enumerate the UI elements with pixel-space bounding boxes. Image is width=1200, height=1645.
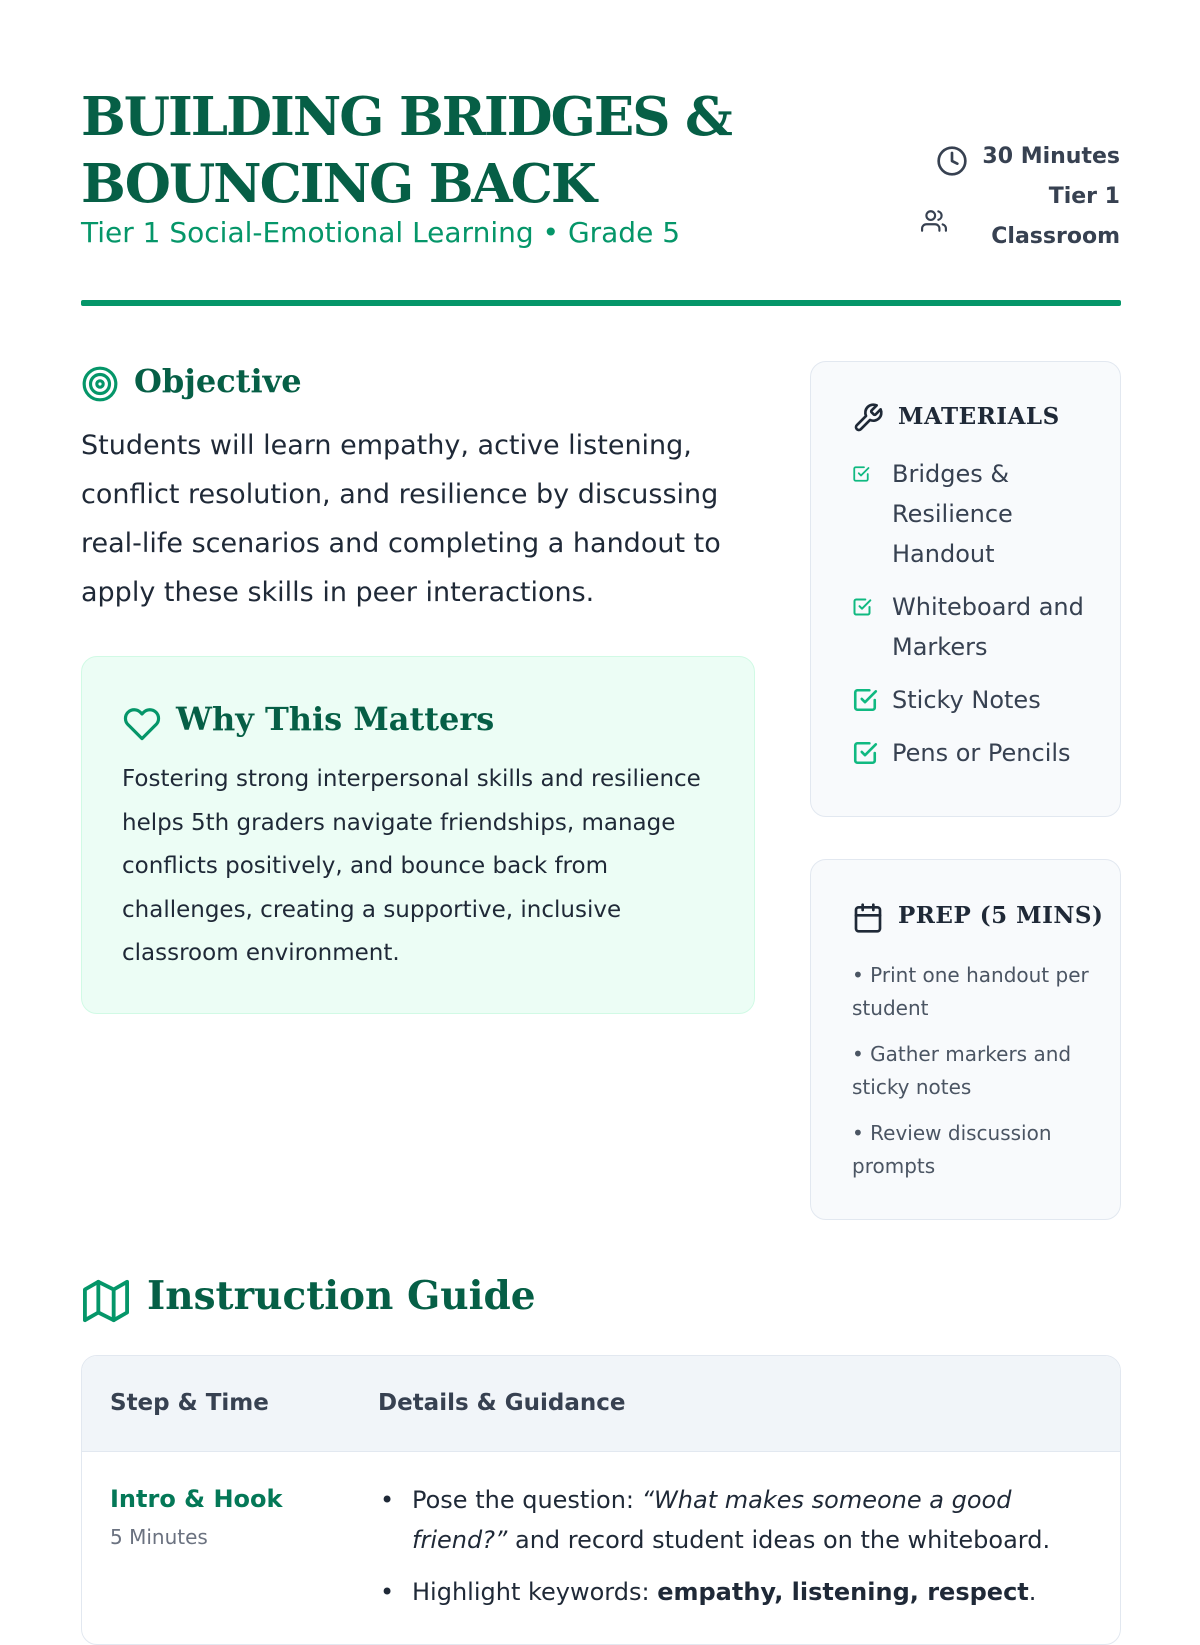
list-item <box>852 454 1102 574</box>
check-square-icon <box>852 465 870 483</box>
tier-label: Tier 1 <box>1048 184 1120 209</box>
detail-item <box>378 1480 1068 1560</box>
step-details <box>378 1480 1068 1624</box>
material-label: Sticky Notes <box>892 686 1041 714</box>
check-square-icon <box>852 597 872 617</box>
list-item: • Gather markers and sticky notes <box>852 1042 1072 1099</box>
why-heading: Why This Matters <box>176 700 495 738</box>
step-name: Intro & Hook <box>110 1485 283 1513</box>
list-item: • Print one handout per student <box>852 963 1089 1020</box>
table-header <box>82 1356 1120 1452</box>
materials-heading: MATERIALS <box>898 403 1060 430</box>
detail-text: Pose the question: <box>412 1486 642 1514</box>
list-item <box>852 733 1102 773</box>
prep-heading: PREP (5 MINS) <box>898 902 1104 929</box>
detail-quote: “What makes someone a good friend?” <box>412 1486 1012 1554</box>
wrench-icon <box>852 402 884 434</box>
duration-label: 30 Minutes <box>982 144 1120 169</box>
header-divider <box>81 300 1121 306</box>
objective-heading: Objective <box>134 362 302 400</box>
column-header-step: Step & Time <box>110 1390 269 1416</box>
prep-card <box>810 859 1121 1220</box>
list-item: • Review discussion prompts <box>852 1121 1052 1178</box>
material-label: Whiteboard and Markers <box>892 593 1084 661</box>
clock-icon <box>936 145 968 177</box>
page-subtitle: Tier 1 Social-Emotional Learning • Grade 5 <box>81 216 681 249</box>
why-this-matters-box <box>81 656 755 1014</box>
material-label: Pens or Pencils <box>892 739 1071 767</box>
material-label: Bridges & Resilience Handout <box>892 460 1013 568</box>
setting-label: Classroom <box>991 224 1120 249</box>
page-title: BUILDING BRIDGES & BOUNCING BACK <box>81 86 731 215</box>
prep-list <box>852 959 1092 1196</box>
list-item <box>852 680 1102 720</box>
calendar-icon <box>852 901 884 935</box>
instruction-table <box>81 1355 1121 1645</box>
detail-text: and record student ideas on the whiteboard. <box>507 1526 1051 1554</box>
users-icon <box>921 208 947 234</box>
check-square-icon <box>852 740 878 766</box>
materials-card <box>810 361 1121 817</box>
instruction-guide-heading: Instruction Guide <box>147 1273 536 1319</box>
detail-text: Highlight keywords: <box>412 1578 658 1606</box>
heart-icon <box>122 705 162 743</box>
why-text: Fostering strong interpersonal skills and resilience helps 5th graders navigate friendships, manage conflicts positively, and bounce back from challenges, creating a supportive, inclusive classroom environment. <box>122 766 701 966</box>
target-icon <box>81 365 119 403</box>
objective-text: Students will learn empathy, active listening, conflict resolution, and resilience by discussing real-life scenarios and completing a handout to apply these skills in peer interactions. <box>81 430 721 608</box>
detail-keywords: empathy, listening, respect <box>657 1578 1029 1606</box>
materials-list <box>852 454 1102 786</box>
list-item <box>852 587 1102 667</box>
detail-text: . <box>1028 1578 1037 1606</box>
column-header-details: Details & Guidance <box>378 1390 626 1416</box>
step-time: 5 Minutes <box>110 1525 208 1549</box>
check-square-icon <box>852 687 878 713</box>
map-icon <box>81 1278 131 1324</box>
detail-item <box>378 1572 1068 1612</box>
